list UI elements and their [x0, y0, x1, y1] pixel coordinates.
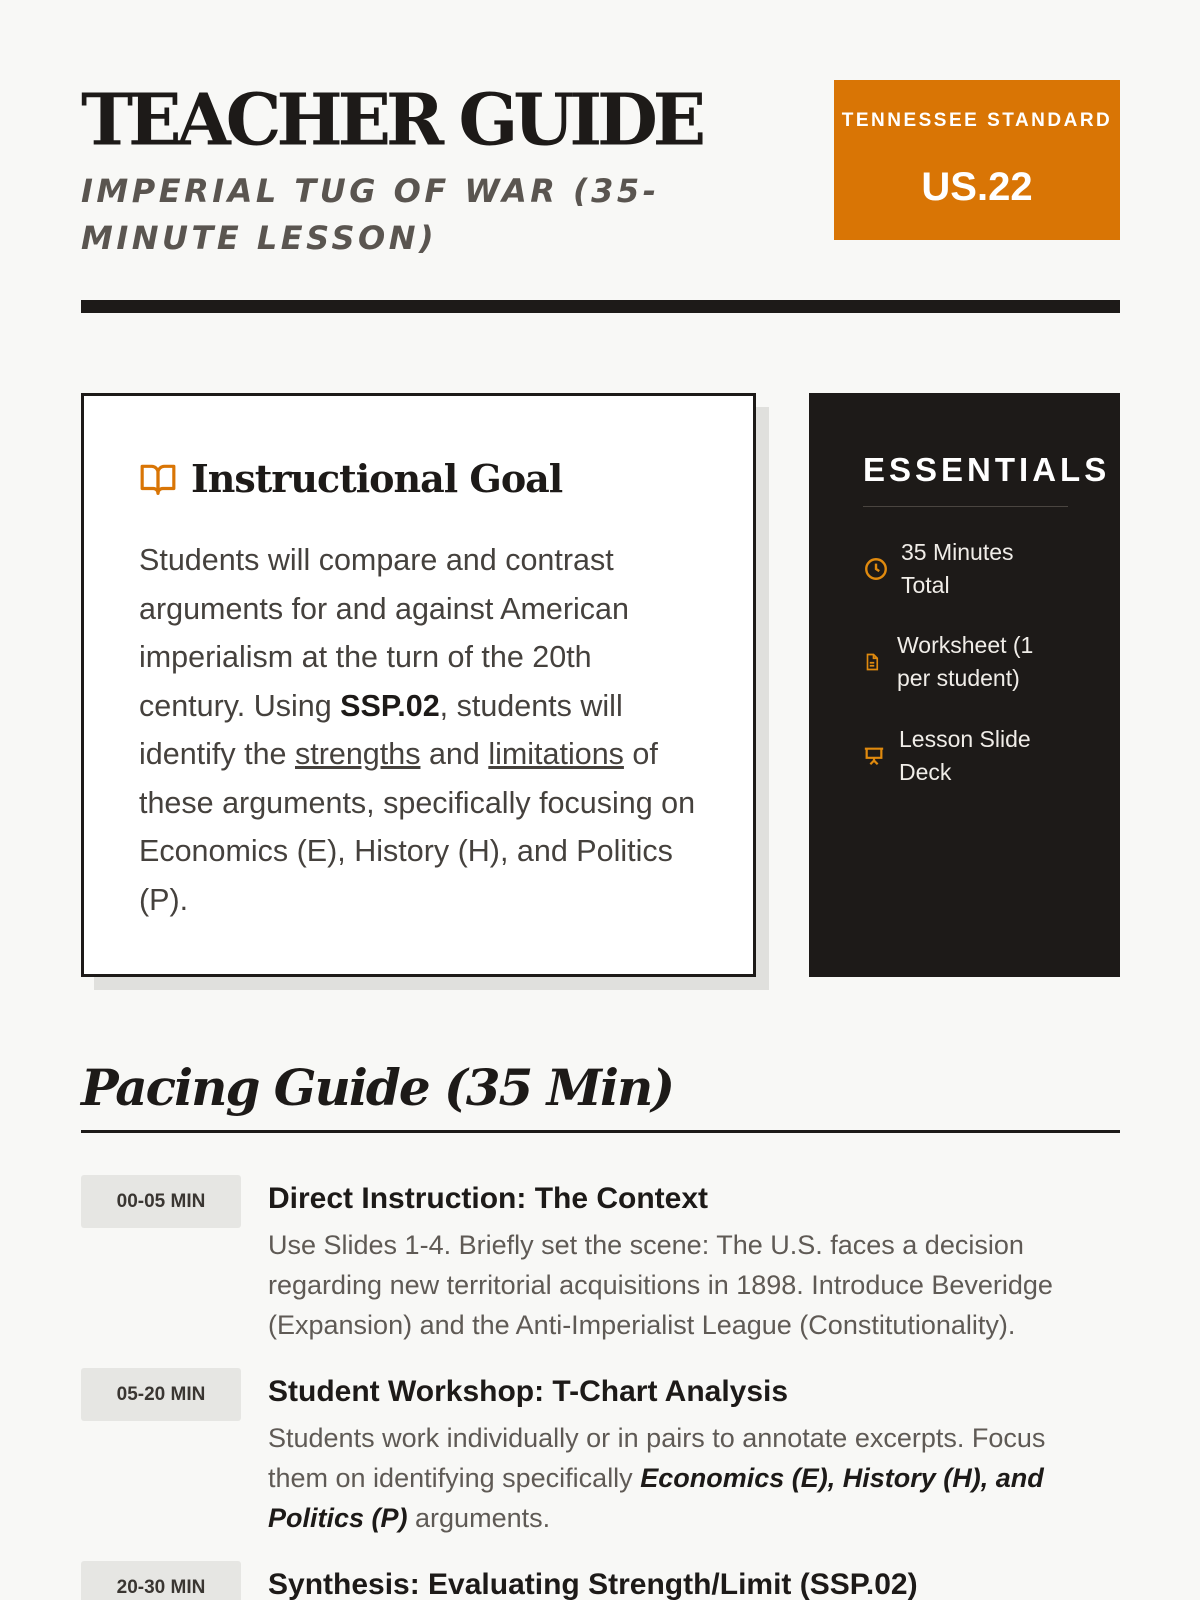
- essential-item-slides: [863, 723, 1049, 789]
- pacing-row-description: Students work individually or in pairs to annotate excerpts. Focus them on identifying specifically Economics (E), History (H), and Politics (P) arguments.: [268, 1423, 1046, 1533]
- book-icon: [139, 460, 177, 498]
- emphasis-text: Economics (E), History (H), and Politics (P): [268, 1463, 1044, 1533]
- pacing-guide-title: Pacing Guide (35 Min): [81, 1058, 674, 1117]
- goal-title: Instructional Goal: [191, 456, 563, 501]
- essentials-title: ESSENTIALS: [863, 451, 1111, 488]
- page-title: TEACHER GUIDE: [81, 77, 702, 162]
- header: [81, 0, 1120, 312]
- standard-code: US.22: [921, 165, 1033, 209]
- essential-item-time: [863, 536, 1031, 602]
- pacing-row-title: Synthesis: Evaluating Strength/Limit (SSP.02): [268, 1568, 918, 1600]
- essential-label: Lesson Slide Deck: [899, 726, 1031, 785]
- standard-badge: [834, 80, 1120, 240]
- time-badge: 05-20 MIN: [81, 1368, 241, 1421]
- clock-icon: [863, 556, 889, 582]
- standard-label: TENNESSEE STANDARD: [841, 110, 1113, 131]
- goal-heading: [139, 456, 562, 501]
- time-badge: 00-05 MIN: [81, 1175, 241, 1228]
- essential-label: Worksheet (1 per student): [897, 632, 1034, 691]
- lesson-subtitle: IMPERIAL TUG OF WAR (35-MINUTE LESSON): [81, 172, 660, 257]
- instructional-goal-card: [81, 393, 756, 977]
- goal-text: Students will compare and contrast arguments for and against American imperialism at the turn of the 20th century. Using SSP.02, students will identify the strengths and limitations of these arguments, specifically focusing on Economics (E), History (H), and Politics (P).: [139, 543, 696, 917]
- document-icon: [863, 653, 881, 671]
- header-divider: [81, 300, 1120, 313]
- pacing-row-title: Direct Instruction: The Context: [268, 1182, 709, 1215]
- pacing-divider: [81, 1130, 1120, 1133]
- presentation-icon: [863, 745, 885, 767]
- skill-code: SSP.02: [340, 688, 440, 723]
- strengths-term: strengths: [295, 737, 421, 771]
- essentials-panel: [809, 393, 1120, 977]
- pacing-row-description: Use Slides 1-4. Briefly set the scene: The U.S. faces a decision regarding new territorial acquisitions in 1898. Introduce Beveridge (Expansion) and the Anti-Imperialist League (Constitutionality).: [268, 1230, 1053, 1340]
- time-badge: 20-30 MIN: [81, 1561, 241, 1600]
- essentials-divider: [863, 506, 1068, 507]
- essential-item-worksheet: [863, 629, 1057, 695]
- essential-label: 35 Minutes Total: [901, 539, 1014, 598]
- pacing-row-title: Student Workshop: T-Chart Analysis: [268, 1375, 789, 1408]
- teacher-guide-page: [81, 0, 1120, 1600]
- limitations-term: limitations: [488, 737, 624, 771]
